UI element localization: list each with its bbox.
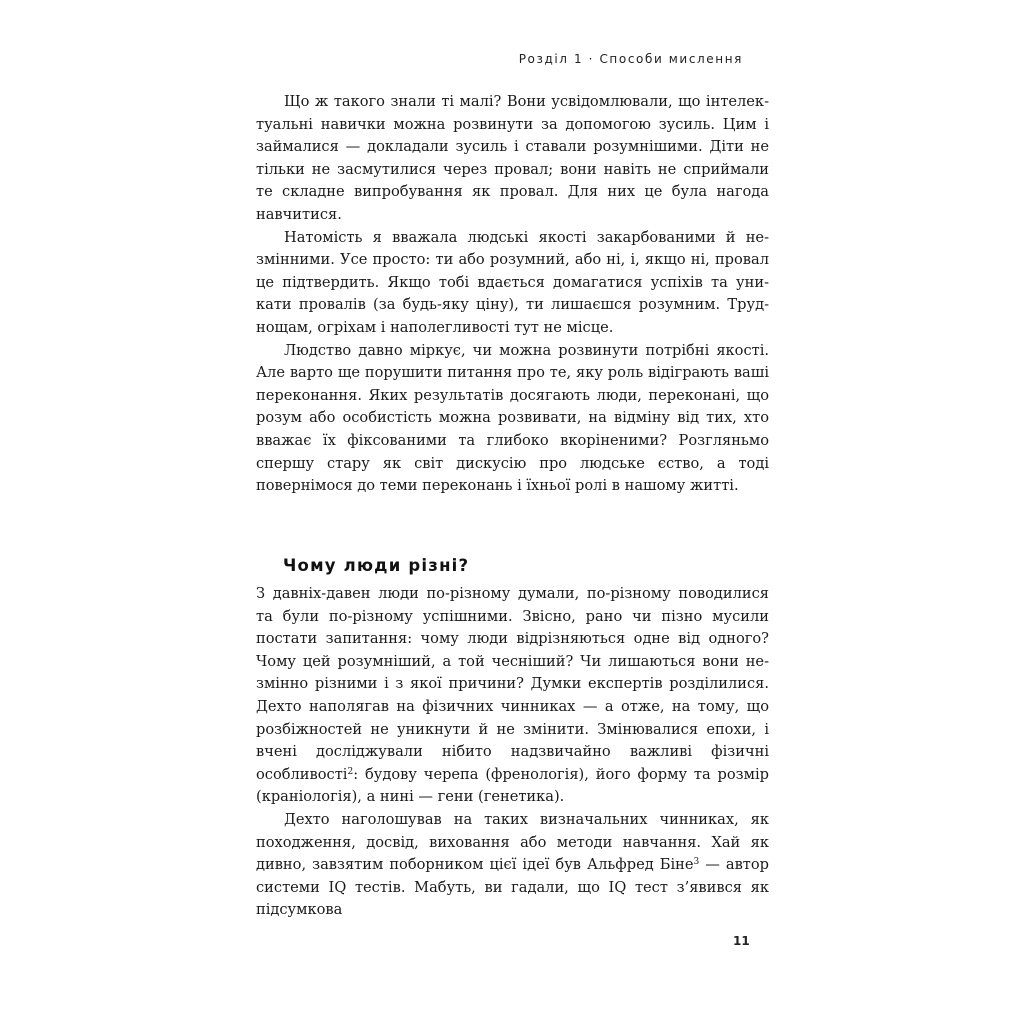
paragraph — [256, 809, 769, 922]
paragraph-text: З давніх-давен люди по-різному думали, по-різному поводилися та були по-різному успішними. Звісно, рано чи пізно мусили постати запитання: чому люди відрізняються одне від одного? Чому цей розумніший, а той чесніший? Чи лишаються вони незмінно різними і з якої причини? Думки експертів розділилися. Дехто наполягав на фізичних чинниках — а отже, на тому, що розбіжностей не уникнути й не змінити. Змінювалися епохи, і вчені досліджували нібито надзвичайно важливі фізичні особливості — [256, 585, 769, 783]
paragraph: Що ж такого знали ті малі? Вони усвідомлювали, що інтелектуальні навички можна розвинути за допомогою зусиль. Цим і займалися — докладали зусиль і ставали розумнішими. Діти не тільки не засмутилися через провал; вони навіть не сприймали те складне випробування як провал. Для них це була нагода навчитися. — [256, 93, 769, 223]
paragraph-text: : будову черепа (френологія), його форму та розмір (краніологія), а нині — гени (генетика). — [256, 765, 769, 806]
body-text-bottom — [256, 583, 769, 922]
body-text-top — [256, 91, 769, 498]
footnote-reference: 2 — [347, 766, 354, 777]
paragraph-text: — автор системи IQ тестів. Мабуть, ви гадали, що IQ тест з’явився як підсумкова — [256, 856, 769, 919]
paragraph — [256, 583, 769, 809]
footnote-reference: 3 — [693, 857, 700, 868]
running-head: Розділ 1 · Способи мислення — [518, 52, 743, 66]
page-number: 11 — [733, 934, 750, 948]
paragraph: Людство давно міркує, чи можна розвинути потрібні якості. Але варто ще порушити питання про те, яку роль відіграють ваші переконання. Яких результатів досягають люди, переконані, що розум або особистість можна розвивати, на відміну від тих, хто вважає їх фіксованими та глибоко вкоріненими? Розгляньмо спершу стару як світ дискусію про людське єство, а тоді повернімося до теми переконань і їхньої ролі в нашому житті. — [256, 341, 769, 495]
section-heading: Чому люди різні? — [283, 556, 470, 575]
paragraph: Натомість я вважала людські якості закарбованими й незмінними. Усе просто: ти або розумний, або ні, і, якщо ні, провал це підтвердить. Якщо тобі вдається домагатися успіхів та уникати провалів (за будь-яку ціну), ти лишаєшся розумним. Труднощам, огріхам і наполегливості тут не місце. — [256, 228, 769, 336]
paragraph-text: Дехто наголошував на таких визначальних чинниках, як походження, досвід, виховання або методи навчання. Хай як дивно, завзятим поборником цієї ідеї був Альфред Біне — [256, 810, 769, 874]
